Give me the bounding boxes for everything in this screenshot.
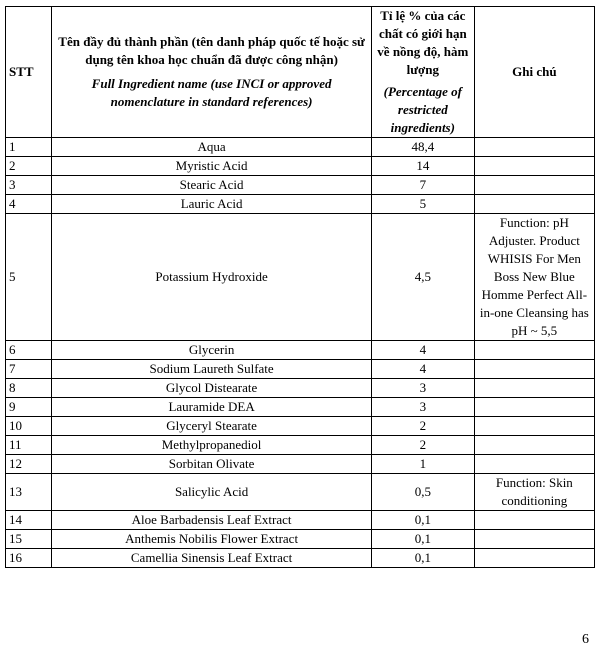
row-number: 15 — [6, 530, 52, 549]
ingredient-percentage: 14 — [371, 157, 474, 176]
header-name-en: Full Ingredient name (use INCI or approved nomenclature in standard references) — [91, 76, 332, 109]
ingredient-name: Myristic Acid — [52, 157, 372, 176]
row-number: 16 — [6, 549, 52, 568]
ingredient-name: Lauramide DEA — [52, 398, 372, 417]
ingredient-percentage: 4 — [371, 341, 474, 360]
header-stt: STT — [6, 7, 52, 138]
ingredient-percentage: 3 — [371, 398, 474, 417]
table-row — [6, 176, 595, 195]
ingredient-note: Function: pH Adjuster. Product WHISIS For Men Boss New Blue Homme Perfect All-in-one Cleansing has pH ~ 5,5 — [474, 214, 594, 341]
ingredient-note — [474, 379, 594, 398]
ingredient-note — [474, 176, 594, 195]
ingredient-name: Methylpropanediol — [52, 436, 372, 455]
table-row — [6, 379, 595, 398]
ingredient-name: Camellia Sinensis Leaf Extract — [52, 549, 372, 568]
row-number: 7 — [6, 360, 52, 379]
header-percentage — [371, 7, 474, 138]
ingredient-percentage: 4,5 — [371, 214, 474, 341]
ingredient-note — [474, 417, 594, 436]
table-row — [6, 530, 595, 549]
row-number: 9 — [6, 398, 52, 417]
header-note: Ghi chú — [474, 7, 594, 138]
table-row — [6, 195, 595, 214]
header-pct-en: (Percentage of restricted ingredients) — [383, 84, 462, 135]
header-row — [6, 7, 595, 138]
table-row — [6, 214, 595, 341]
ingredient-percentage: 4 — [371, 360, 474, 379]
table-row — [6, 417, 595, 436]
table-row — [6, 360, 595, 379]
row-number: 1 — [6, 138, 52, 157]
ingredient-percentage: 0,1 — [371, 549, 474, 568]
ingredient-percentage: 3 — [371, 379, 474, 398]
ingredient-name: Potassium Hydroxide — [52, 214, 372, 341]
table-row — [6, 455, 595, 474]
ingredient-name: Lauric Acid — [52, 195, 372, 214]
ingredient-name: Sorbitan Olivate — [52, 455, 372, 474]
table-row — [6, 341, 595, 360]
ingredient-note: Function: Skin conditioning — [474, 474, 594, 511]
ingredient-percentage: 2 — [371, 436, 474, 455]
ingredient-percentage: 0,1 — [371, 530, 474, 549]
ingredient-name: Anthemis Nobilis Flower Extract — [52, 530, 372, 549]
header-pct-vi: Tỉ lệ % của các chất có giới hạn về nồng độ, hàm lượng — [377, 8, 469, 77]
row-number: 5 — [6, 214, 52, 341]
ingredient-note — [474, 511, 594, 530]
ingredient-name: Salicylic Acid — [52, 474, 372, 511]
ingredient-percentage: 5 — [371, 195, 474, 214]
ingredient-note — [474, 341, 594, 360]
header-name-vi: Tên đầy đủ thành phần (tên danh pháp quốc tế hoặc sử dụng tên khoa học chuẩn đã được công nhận) — [58, 34, 365, 67]
row-number: 10 — [6, 417, 52, 436]
row-number: 2 — [6, 157, 52, 176]
ingredient-table — [5, 6, 595, 568]
ingredient-percentage: 0,1 — [371, 511, 474, 530]
row-number: 11 — [6, 436, 52, 455]
ingredient-note — [474, 455, 594, 474]
ingredient-note — [474, 549, 594, 568]
table-row — [6, 157, 595, 176]
ingredient-note — [474, 138, 594, 157]
ingredient-percentage: 48,4 — [371, 138, 474, 157]
ingredient-percentage: 1 — [371, 455, 474, 474]
row-number: 6 — [6, 341, 52, 360]
row-number: 8 — [6, 379, 52, 398]
ingredient-name: Glycol Distearate — [52, 379, 372, 398]
ingredient-percentage: 2 — [371, 417, 474, 436]
table-row — [6, 549, 595, 568]
page-number: 6 — [582, 632, 589, 647]
ingredient-note — [474, 398, 594, 417]
table-row — [6, 511, 595, 530]
ingredient-note — [474, 436, 594, 455]
row-number: 4 — [6, 195, 52, 214]
row-number: 3 — [6, 176, 52, 195]
ingredient-note — [474, 157, 594, 176]
table-row — [6, 138, 595, 157]
table-body — [6, 138, 595, 568]
table-row — [6, 474, 595, 511]
row-number: 13 — [6, 474, 52, 511]
header-ingredient-name — [52, 7, 372, 138]
ingredient-note — [474, 530, 594, 549]
table-header — [6, 7, 595, 138]
row-number: 12 — [6, 455, 52, 474]
table-row — [6, 398, 595, 417]
ingredient-note — [474, 195, 594, 214]
ingredient-percentage: 0,5 — [371, 474, 474, 511]
ingredient-percentage: 7 — [371, 176, 474, 195]
ingredient-note — [474, 360, 594, 379]
table-row — [6, 436, 595, 455]
ingredient-name: Glyceryl Stearate — [52, 417, 372, 436]
row-number: 14 — [6, 511, 52, 530]
ingredient-name: Stearic Acid — [52, 176, 372, 195]
ingredient-name: Sodium Laureth Sulfate — [52, 360, 372, 379]
ingredient-name: Aqua — [52, 138, 372, 157]
ingredient-name: Aloe Barbadensis Leaf Extract — [52, 511, 372, 530]
ingredient-name: Glycerin — [52, 341, 372, 360]
